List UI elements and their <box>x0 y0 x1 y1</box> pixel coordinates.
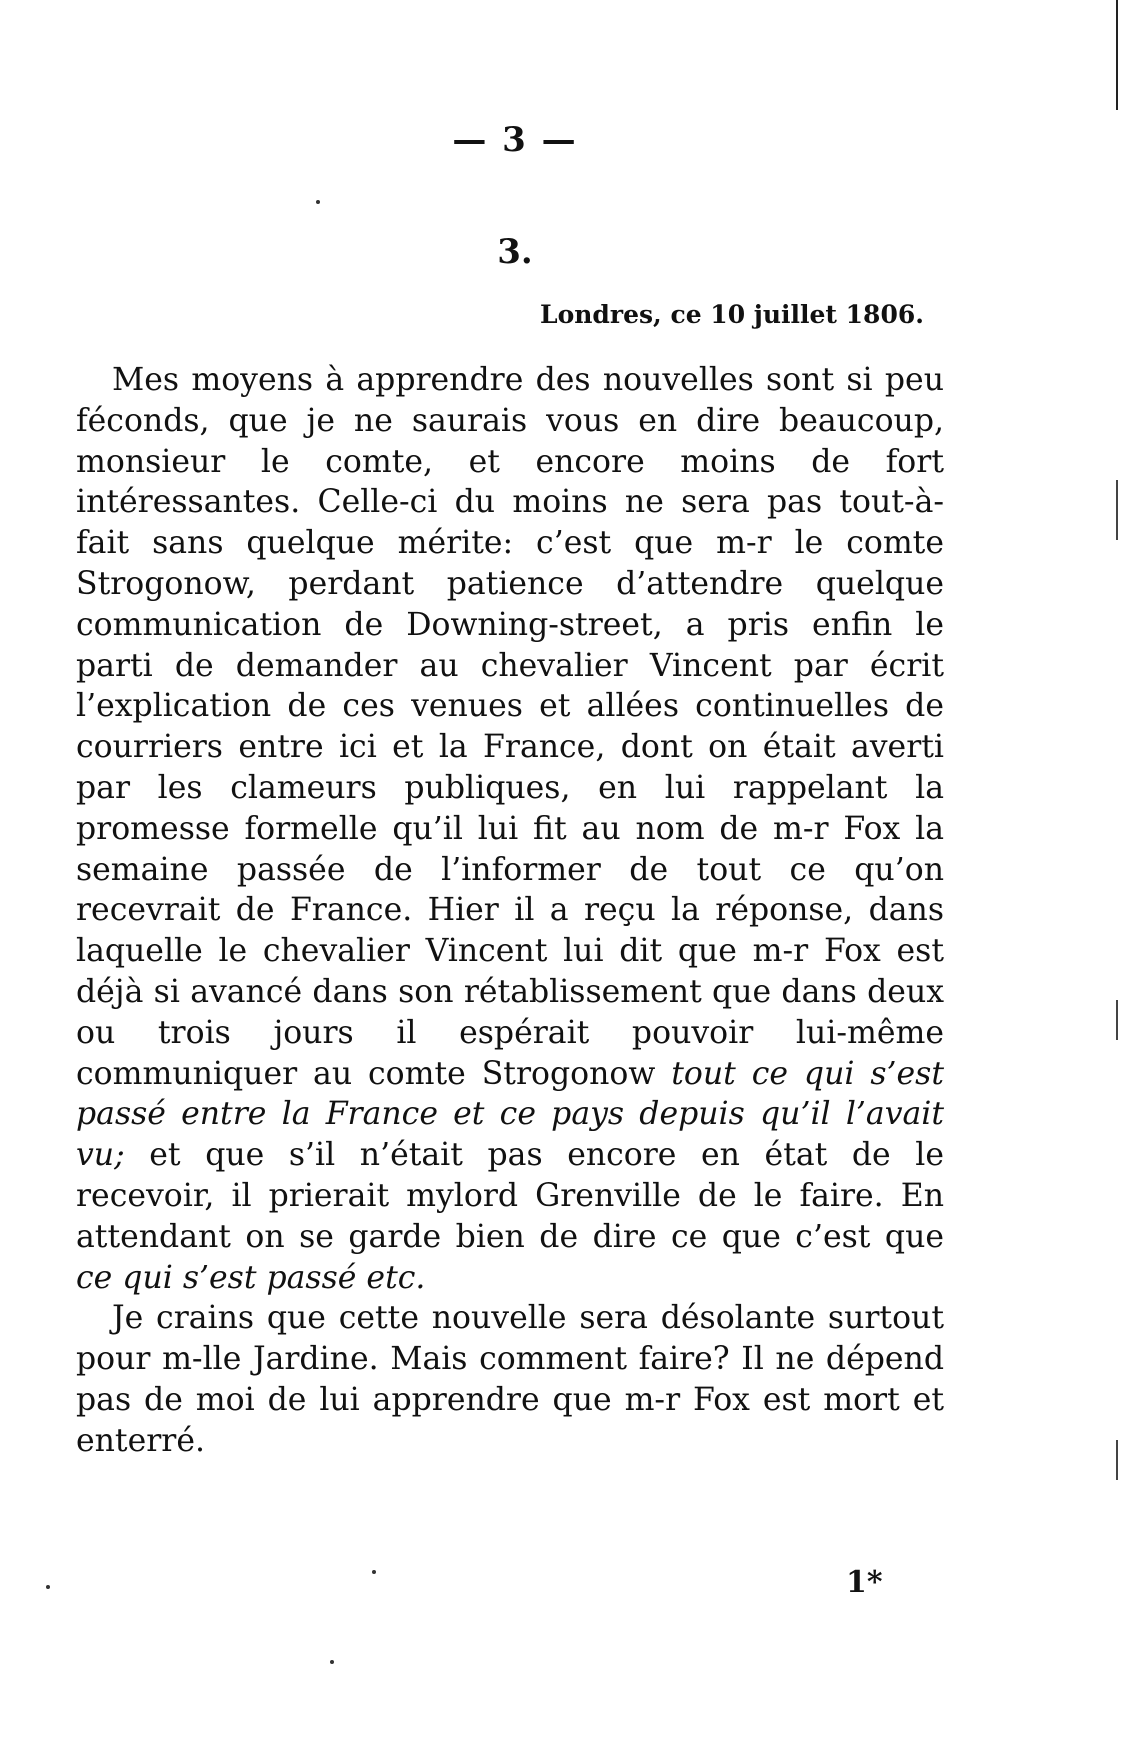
scan-edge-mark <box>1116 1000 1118 1040</box>
scan-edge-line <box>1116 0 1118 110</box>
text-run: Je crains que cette nouvelle sera désolante surtout pour m-lle Jardine. Mais comment faire? Il ne dépend pas de moi de lui apprendre que m-r Fox est mort et enterré. <box>76 1300 944 1459</box>
scan-edge-mark <box>1116 480 1118 540</box>
signature-mark: 1* <box>846 1565 883 1600</box>
text-run: et que s’il n’était pas encore en état de le recevoir, il prierait mylord Grenville de le faire. En attendant on se garde bien de dire ce que c’est que <box>76 1137 944 1255</box>
letter-body <box>76 360 944 1462</box>
scan-speck <box>330 1660 334 1664</box>
paragraph <box>76 1298 944 1461</box>
scan-speck <box>316 200 320 204</box>
scan-speck <box>372 1570 376 1574</box>
paragraph <box>76 360 944 1298</box>
dateline: Londres, ce 10 juillet 1806. <box>540 300 924 329</box>
scan-edge-mark <box>1116 1440 1118 1480</box>
text-run: Mes moyens à apprendre des nouvelles sont si peu féconds, que je ne saurais vous en dire beaucoup, monsieur le comte, et encore moins de fort intéressantes. Celle-ci du moins ne sera pas tout-à-fait sans quelque mérite: c’est que m-r le comte Strogonow, perdant patience d’attendre quelque communication de Downing-street, a pris enfin le parti de demander au chevalier Vincent par écrit l’explication de ces venues et allées continuelles de courriers entre ici et la France, dont on était averti par les clameurs publiques, en lui rappelant la promesse formelle qu’il lui fit au nom de m-r Fox la semaine passée de l’informer de tout ce qu’on recevrait de France. Hier il a reçu la réponse, dans laquelle le chevalier Vincent lui dit que m-r Fox est déjà si avancé dans son rétablissement que dans deux ou trois jours il espérait pouvoir lui-même communiquer au comte Strogonow <box>76 362 944 1092</box>
letter-number: 3. <box>497 232 533 272</box>
scan-speck <box>46 1585 50 1589</box>
running-head: — 3 — <box>452 120 578 160</box>
italic-run: tout ce qui s’est passé entre la France et ce pays depuis qu’il l’avait vu; <box>76 1055 944 1174</box>
italic-run: ce qui s’est passé etc. <box>76 1259 426 1296</box>
